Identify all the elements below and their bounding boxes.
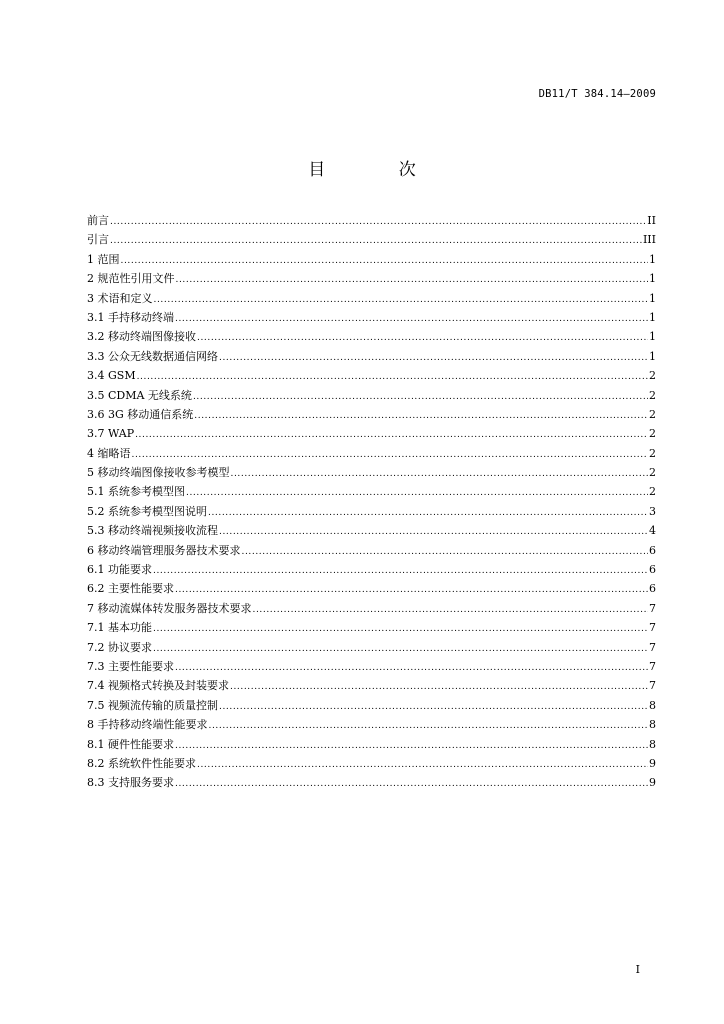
toc-dot-leader — [219, 523, 648, 542]
toc-entry[interactable] — [87, 211, 656, 230]
toc-dot-leader — [253, 601, 649, 620]
toc-entry-page: 2 — [649, 407, 656, 421]
toc-dot-leader — [154, 291, 649, 310]
toc-entry[interactable] — [87, 560, 656, 579]
toc-entry-label: 5.1 系统参考模型图 — [87, 485, 185, 499]
toc-entry-page: 9 — [649, 756, 656, 770]
toc-entry-page: 7 — [649, 601, 656, 615]
toc-entry[interactable] — [87, 250, 656, 269]
toc-dot-leader — [135, 426, 648, 445]
toc-entry[interactable] — [87, 638, 656, 657]
toc-dot-leader — [242, 543, 649, 562]
toc-entry[interactable] — [87, 444, 656, 463]
toc-entry[interactable] — [87, 327, 656, 346]
toc-entry-label: 8.1 硬件性能要求 — [87, 737, 174, 751]
toc-entry-label: 1 范围 — [87, 252, 120, 266]
toc-entry-page: 1 — [649, 272, 656, 286]
toc-entry-label: 7.4 视频格式转换及封装要求 — [87, 679, 229, 693]
toc-dot-leader — [186, 484, 648, 503]
toc-dot-leader — [230, 678, 648, 697]
table-of-contents — [87, 211, 656, 793]
toc-dot-leader — [175, 737, 648, 756]
toc-entry[interactable] — [87, 366, 656, 385]
toc-entry-label: 4 缩略语 — [87, 446, 131, 460]
toc-dot-leader — [208, 504, 648, 523]
toc-dot-leader — [209, 717, 649, 736]
toc-entry-label: 6 移动终端管理服务器技术要求 — [87, 543, 241, 557]
toc-entry-label: 3.7 WAP — [87, 427, 135, 441]
toc-entry-page: 8 — [649, 737, 656, 751]
toc-entry[interactable] — [87, 754, 656, 773]
toc-entry-page: 7 — [649, 621, 656, 635]
toc-entry[interactable] — [87, 773, 656, 792]
toc-entry[interactable] — [87, 521, 656, 540]
toc-entry-label: 6.1 功能要求 — [87, 563, 152, 577]
toc-entry[interactable] — [87, 230, 656, 249]
toc-entry-label: 7 移动流媒体转发服务器技术要求 — [87, 601, 252, 615]
toc-dot-leader — [110, 232, 642, 251]
toc-entry-label: 8 手持移动终端性能要求 — [87, 718, 208, 732]
toc-entry[interactable] — [87, 579, 656, 598]
toc-entry-label: 前言 — [87, 214, 109, 227]
toc-entry-page: 2 — [649, 446, 656, 460]
toc-entry[interactable] — [87, 735, 656, 754]
toc-entry-page: 4 — [649, 524, 656, 538]
toc-entry-page: 8 — [649, 698, 656, 712]
toc-entry[interactable] — [87, 347, 656, 366]
toc-entry-label: 7.5 视频流传输的质量控制 — [87, 698, 218, 712]
toc-entry[interactable] — [87, 715, 656, 734]
toc-dot-leader — [137, 368, 648, 387]
toc-entry[interactable] — [87, 269, 656, 288]
toc-dot-leader — [153, 640, 648, 659]
toc-entry-label: 7.1 基本功能 — [87, 621, 152, 635]
toc-entry-page: 2 — [649, 485, 656, 499]
toc-entry-page: 8 — [649, 718, 656, 732]
toc-entry-label: 3.4 GSM — [87, 369, 136, 383]
toc-entry-page: 6 — [649, 543, 656, 557]
toc-dot-leader — [231, 465, 649, 484]
toc-entry-page: 2 — [649, 388, 656, 402]
document-code: DB11/T 384.14—2009 — [538, 88, 656, 100]
toc-entry[interactable] — [87, 657, 656, 676]
toc-entry-label: 3.6 3G 移动通信系统 — [87, 407, 194, 421]
toc-dot-leader — [176, 271, 649, 290]
toc-entry-label: 3.1 手持移动终端 — [87, 310, 174, 324]
toc-dot-leader — [175, 310, 648, 329]
toc-entry-page: 1 — [649, 310, 656, 324]
toc-entry-page: 7 — [649, 640, 656, 654]
toc-entry-label: 2 规范性引用文件 — [87, 272, 175, 286]
toc-entry-page: 6 — [649, 563, 656, 577]
toc-entry-label: 3.2 移动终端图像接收 — [87, 330, 196, 344]
toc-entry[interactable] — [87, 482, 656, 501]
toc-entry[interactable] — [87, 502, 656, 521]
toc-entry-page: 1 — [649, 291, 656, 305]
toc-dot-leader — [219, 698, 648, 717]
toc-entry[interactable] — [87, 541, 656, 560]
toc-title: 目 次 — [308, 160, 450, 180]
toc-entry[interactable] — [87, 463, 656, 482]
toc-entry-page: 1 — [649, 349, 656, 363]
toc-dot-leader — [197, 329, 648, 348]
toc-entry-page: 7 — [649, 659, 656, 673]
toc-entry-page: II — [647, 214, 656, 227]
toc-dot-leader — [175, 775, 648, 794]
toc-entry-label: 引言 — [87, 233, 109, 247]
toc-entry-label: 5.2 系统参考模型图说明 — [87, 504, 207, 518]
toc-entry[interactable] — [87, 308, 656, 327]
toc-dot-leader — [193, 388, 648, 407]
toc-entry[interactable] — [87, 424, 656, 443]
toc-entry-page: III — [642, 233, 656, 247]
toc-entry-page: 3 — [649, 504, 656, 518]
toc-dot-leader — [110, 213, 646, 232]
toc-entry-page: 7 — [649, 679, 656, 693]
toc-entry-label: 7.2 协议要求 — [87, 640, 152, 654]
toc-entry-label: 3.5 CDMA 无线系统 — [87, 388, 192, 402]
toc-entry[interactable] — [87, 618, 656, 637]
toc-dot-leader — [121, 252, 649, 271]
toc-entry-label: 8.3 支持服务要求 — [87, 776, 174, 790]
toc-entry[interactable] — [87, 405, 656, 424]
toc-entry-label: 3.3 公众无线数据通信网络 — [87, 349, 218, 363]
toc-entry-page: 2 — [649, 427, 656, 441]
toc-entry-label: 5 移动终端图像接收参考模型 — [87, 466, 230, 480]
toc-entry-page: 2 — [649, 466, 656, 480]
toc-entry-label: 6.2 主要性能要求 — [87, 582, 174, 596]
toc-entry[interactable] — [87, 599, 656, 618]
toc-entry-page: 1 — [649, 252, 656, 266]
toc-dot-leader — [194, 407, 648, 426]
toc-entry-page: 9 — [649, 776, 656, 790]
toc-entry-page: 6 — [649, 582, 656, 596]
toc-dot-leader — [219, 349, 648, 368]
toc-dot-leader — [153, 620, 648, 639]
toc-entry-page: 1 — [649, 330, 656, 344]
toc-dot-leader — [197, 756, 648, 775]
toc-entry[interactable] — [87, 289, 656, 308]
toc-entry[interactable] — [87, 696, 656, 715]
toc-entry[interactable] — [87, 676, 656, 695]
toc-entry-label: 5.3 移动终端视频接收流程 — [87, 524, 218, 538]
toc-dot-leader — [153, 562, 648, 581]
toc-entry-label: 7.3 主要性能要求 — [87, 659, 174, 673]
toc-entry-label: 8.2 系统软件性能要求 — [87, 756, 196, 770]
toc-entry-label: 3 术语和定义 — [87, 291, 153, 305]
toc-entry-page: 2 — [649, 369, 656, 383]
page-number: I — [635, 963, 640, 976]
toc-dot-leader — [175, 659, 648, 678]
toc-entry[interactable] — [87, 386, 656, 405]
